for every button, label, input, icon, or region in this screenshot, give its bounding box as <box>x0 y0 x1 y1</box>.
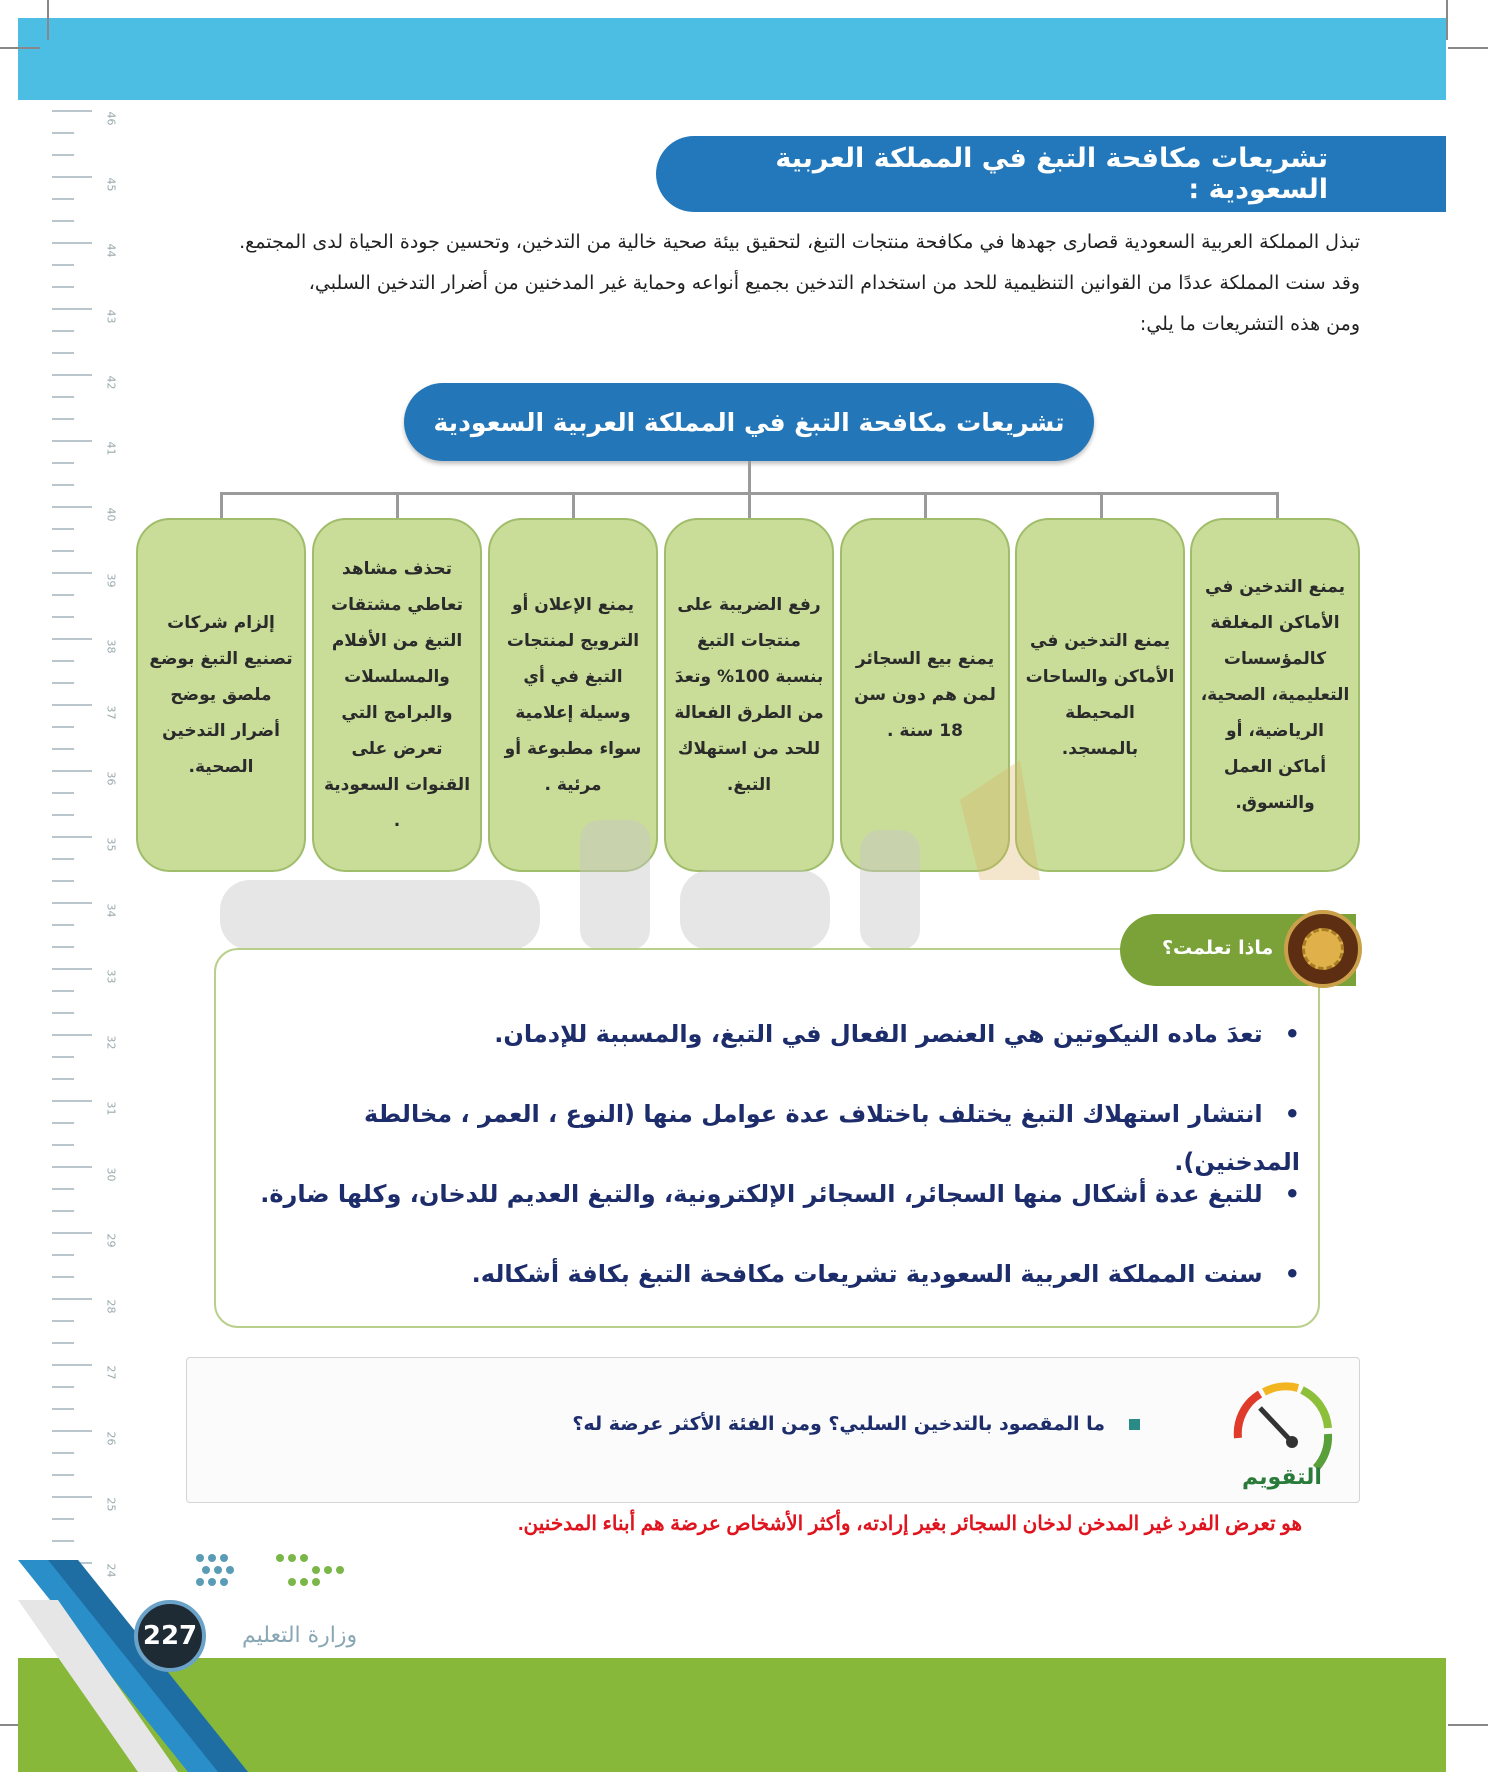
ruler-tick <box>52 1144 74 1146</box>
ruler-tick <box>52 1518 74 1520</box>
crop-mark <box>1448 47 1488 49</box>
intro-line: وقد سنت المملكة عددًا من القوانين التنظيمية للحد من استخدام التدخين بجميع أنواعه وحماية غير المدخنين من أضرار التدخين السلبي، <box>308 272 1360 294</box>
ruler-tick <box>52 924 74 926</box>
crop-mark <box>1446 0 1448 40</box>
crop-mark <box>1448 1724 1488 1726</box>
assessment-question <box>500 1413 1140 1435</box>
ruler-tick <box>52 440 92 442</box>
ruler-number: 31 <box>104 1101 118 1116</box>
ruler-tick <box>52 264 74 266</box>
ruler-tick <box>52 946 74 948</box>
ruler-number: 34 <box>104 903 118 918</box>
ruler-number: 27 <box>104 1365 118 1380</box>
ruler-tick <box>52 374 92 376</box>
ministry-name: وزارة التعليم <box>242 1623 358 1648</box>
ruler-tick <box>52 352 74 354</box>
ruler-tick <box>52 748 74 750</box>
ruler-tick <box>52 880 74 882</box>
ruler-tick <box>52 176 92 178</box>
learned-label: ماذا تعلمت؟ <box>1162 937 1274 959</box>
ruler-tick <box>52 1122 74 1124</box>
ruler-tick <box>52 198 74 200</box>
ruler-tick <box>52 1276 74 1278</box>
crop-mark <box>0 47 40 49</box>
ruler-tick <box>52 220 74 222</box>
ruler-tick <box>52 1188 74 1190</box>
ruler-tick <box>52 968 92 970</box>
learned-bullet: • تعدَ ماده النيكوتين هي العنصر الفعال في التبغ، والمسببة للإدمان. <box>234 1010 1300 1090</box>
ruler-tick <box>52 1210 74 1212</box>
ruler-tick <box>52 110 92 112</box>
diagram-heading: تشريعات مكافحة التبغ في المملكة العربية السعودية <box>404 383 1094 461</box>
gauge-label: التقويم <box>1242 1465 1322 1490</box>
ruler-tick <box>52 396 74 398</box>
section-title: تشريعات مكافحة التبغ في المملكة العربية السعودية : <box>656 136 1446 212</box>
ruler-tick <box>52 132 74 134</box>
ruler-tick <box>52 660 74 662</box>
ruler-tick <box>52 1540 74 1542</box>
top-color-band <box>18 18 1446 100</box>
ruler-tick <box>52 1408 74 1410</box>
ruler-number: 45 <box>104 177 118 192</box>
ruler-tick <box>52 462 74 464</box>
ruler-number: 40 <box>104 507 118 522</box>
ruler-tick <box>52 308 92 310</box>
ruler-tick <box>52 550 74 552</box>
ruler-tick <box>52 1232 92 1234</box>
ruler-number: 33 <box>104 969 118 984</box>
page-number: 227 <box>134 1600 206 1672</box>
ruler-tick <box>52 704 92 706</box>
ruler-number: 42 <box>104 375 118 390</box>
ruler-tick <box>52 484 74 486</box>
gauge-icon <box>1220 1368 1344 1492</box>
ruler-tick <box>52 594 74 596</box>
ruler-tick <box>52 1012 74 1014</box>
ruler-tick <box>52 1078 74 1080</box>
ruler-tick <box>52 418 74 420</box>
ruler-tick <box>52 1320 74 1322</box>
learned-list <box>234 1010 1300 1330</box>
diagram-box: يمنع التدخين في الأماكن والساحات المحيطة بالمسجد. <box>1015 518 1185 872</box>
ruler-tick <box>52 616 74 618</box>
intro-line: تبذل المملكة العربية السعودية قصارى جهدها في مكافحة منتجات التبغ، لتحقيق بيئة صحية خالية من التدخين، وتحسين جودة الحياة لدى المجتمع. <box>239 231 1360 253</box>
ruler-number: 29 <box>104 1233 118 1248</box>
ruler-tick <box>52 1474 74 1476</box>
ruler-tick <box>52 330 74 332</box>
ruler-number: 25 <box>104 1497 118 1512</box>
ruler-tick <box>52 1100 92 1102</box>
diagram-box: رفع الضريبة على منتجات التبغ بنسبة 100% وتعدَ من الطرق الفعالة للحد من استهلاك التبغ. <box>664 518 834 872</box>
diagram-connector <box>748 461 751 493</box>
diagram-box: يمنع بيع السجائر لمن هم دون سن 18 سنة . <box>840 518 1010 872</box>
diagram-box: إلزام شركات تصنيع التبغ بوضع ملصق يوضح أضرار التدخين الصحية. <box>136 518 306 872</box>
ruler-tick <box>52 1496 92 1498</box>
ruler-number: 37 <box>104 705 118 720</box>
ruler-tick <box>52 770 92 772</box>
intro-line: ومن هذه التشريعات ما يلي: <box>1139 313 1360 335</box>
diagram-box: تحذف مشاهد تعاطي مشتقات التبغ من الأفلام والمسلسلات والبرامج التي تعرض على القنوات السعودية . <box>312 518 482 872</box>
ruler-number: 43 <box>104 309 118 324</box>
diagram-box: يمنع التدخين في الأماكن المغلقة كالمؤسسات التعليمية، الصحية، الرياضية، أو أماكن العمل والتسوق. <box>1190 518 1360 872</box>
ruler-number: 24 <box>104 1563 118 1578</box>
ruler-tick <box>52 1342 74 1344</box>
ministry-logo <box>190 1548 360 1598</box>
ruler-tick <box>52 1430 92 1432</box>
ruler-tick <box>52 1254 74 1256</box>
intro-paragraph <box>120 222 1360 345</box>
ruler-number: 26 <box>104 1431 118 1446</box>
ruler-tick <box>52 1166 92 1168</box>
square-bullet-icon <box>1129 1419 1140 1430</box>
ruler-tick <box>52 286 74 288</box>
ruler-tick <box>52 836 92 838</box>
ruler-tick <box>52 1298 92 1300</box>
ruler-number: 30 <box>104 1167 118 1182</box>
ruler-tick <box>52 858 74 860</box>
ruler-number: 28 <box>104 1299 118 1314</box>
ruler-tick <box>52 682 74 684</box>
ruler-number: 46 <box>104 111 118 126</box>
learned-bullet: • سنت المملكة العربية السعودية تشريعات مكافحة التبغ بكافة أشكاله. <box>234 1250 1300 1330</box>
ruler-tick <box>52 638 92 640</box>
ruler-tick <box>52 1364 92 1366</box>
ruler-tick <box>52 990 74 992</box>
learned-bullet: • انتشار استهلاك التبغ يختلف باختلاف عدة عوامل منها (النوع ، العمر ، مخالطة المدخنين). <box>234 1090 1300 1170</box>
ruler-tick <box>52 242 92 244</box>
ruler-tick <box>52 1056 74 1058</box>
ruler-tick <box>52 1452 74 1454</box>
ruler-number: 39 <box>104 573 118 588</box>
ruler-tick <box>52 506 92 508</box>
ruler-number: 44 <box>104 243 118 258</box>
ruler-tick <box>52 154 74 156</box>
diagram-box: يمنع الإعلان أو الترويج لمنتجات التبغ في أي وسيلة إعلامية سواء مطبوعة أو مرئية . <box>488 518 658 872</box>
learned-bullet: • للتبغ عدة أشكال منها السجائر، السجائر الإلكترونية، والتبغ العديم للدخان، وكلها ضارة. <box>234 1170 1300 1250</box>
ruler-tick <box>52 726 74 728</box>
medal-icon <box>1284 910 1362 988</box>
ruler-tick <box>52 902 92 904</box>
ruler-tick <box>52 1386 74 1388</box>
ruler-number: 35 <box>104 837 118 852</box>
ruler-number: 32 <box>104 1035 118 1050</box>
ruler-number: 41 <box>104 441 118 456</box>
ruler-tick <box>52 528 74 530</box>
ruler-tick <box>52 814 74 816</box>
ruler-tick <box>52 792 74 794</box>
ruler-tick <box>52 572 92 574</box>
ruler-number: 36 <box>104 771 118 786</box>
ruler-tick <box>52 1034 92 1036</box>
question-text: ما المقصود بالتدخين السلبي؟ ومن الفئة الأكثر عرضة له؟ <box>572 1413 1105 1435</box>
crop-mark <box>47 0 49 40</box>
handwritten-answer: هو تعرض الفرد غير المدخن لدخان السجائر بغير إرادته، وأكثر الأشخاص عرضة هم أبناء المدخنين. <box>517 1513 1302 1535</box>
ruler-number: 38 <box>104 639 118 654</box>
